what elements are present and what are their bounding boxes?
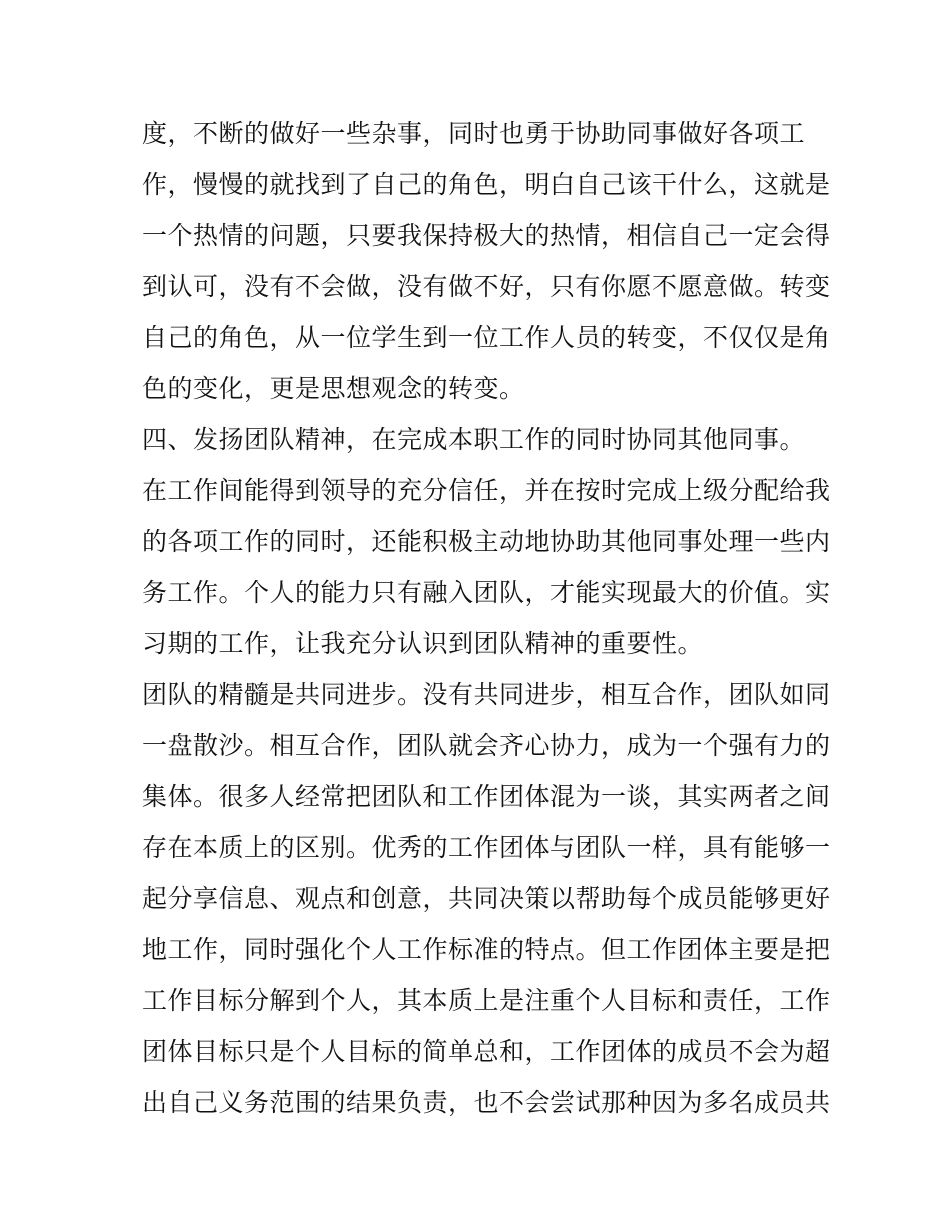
text-line: 到认可，没有不会做，没有做不好，只有你愿不愿意做。转变 (142, 272, 831, 301)
text-line: 团体目标只是个人目标的简单总和，工作团体的成员不会为超 (142, 1037, 831, 1066)
text-line: 存在本质上的区别。优秀的工作团体与团队一样，具有能够一 (142, 833, 831, 862)
text-line: 集体。很多人经常把团队和工作团体混为一谈，其实两者之间 (142, 782, 831, 811)
text-line: 起分享信息、观点和创意，共同决策以帮助每个成员能够更好 (142, 884, 831, 913)
text-line: 在工作间能得到领导的充分信任，并在按时完成上级分配给我 (142, 476, 831, 505)
text-line: 工作目标分解到个人，其本质上是注重个人目标和责任，工作 (142, 986, 831, 1015)
text-line: 团队的精髓是共同进步。没有共同进步，相互合作，团队如同 (142, 680, 831, 709)
document-body (142, 108, 831, 1128)
text-line: 自己的角色，从一位学生到一位工作人员的转变，不仅仅是角 (142, 323, 831, 352)
section-heading: 四、发扬团队精神，在完成本职工作的同时协同其他同事。 (142, 425, 806, 454)
text-line: 色的变化，更是思想观念的转变。 (142, 374, 525, 403)
text-line: 的各项工作的同时，还能积极主动地协助其他同事处理一些内 (142, 527, 831, 556)
text-line: 一盘散沙。相互合作，团队就会齐心协力，成为一个强有力的 (142, 731, 831, 760)
text-line: 习期的工作，让我充分认识到团队精神的重要性。 (142, 629, 704, 658)
text-line: 作，慢慢的就找到了自己的角色，明白自己该干什么，这就是 (142, 170, 831, 199)
text-line: 度，不断的做好一些杂事，同时也勇于协助同事做好各项工 (142, 119, 806, 148)
text-line: 务工作。个人的能力只有融入团队，才能实现最大的价值。实 (142, 578, 831, 607)
text-line: 一个热情的问题，只要我保持极大的热情，相信自己一定会得 (142, 221, 831, 250)
text-line: 出自己义务范围的结果负责，也不会尝试那种因为多名成员共 (142, 1088, 831, 1117)
text-line: 地工作，同时强化个人工作标准的特点。但工作团体主要是把 (142, 935, 831, 964)
